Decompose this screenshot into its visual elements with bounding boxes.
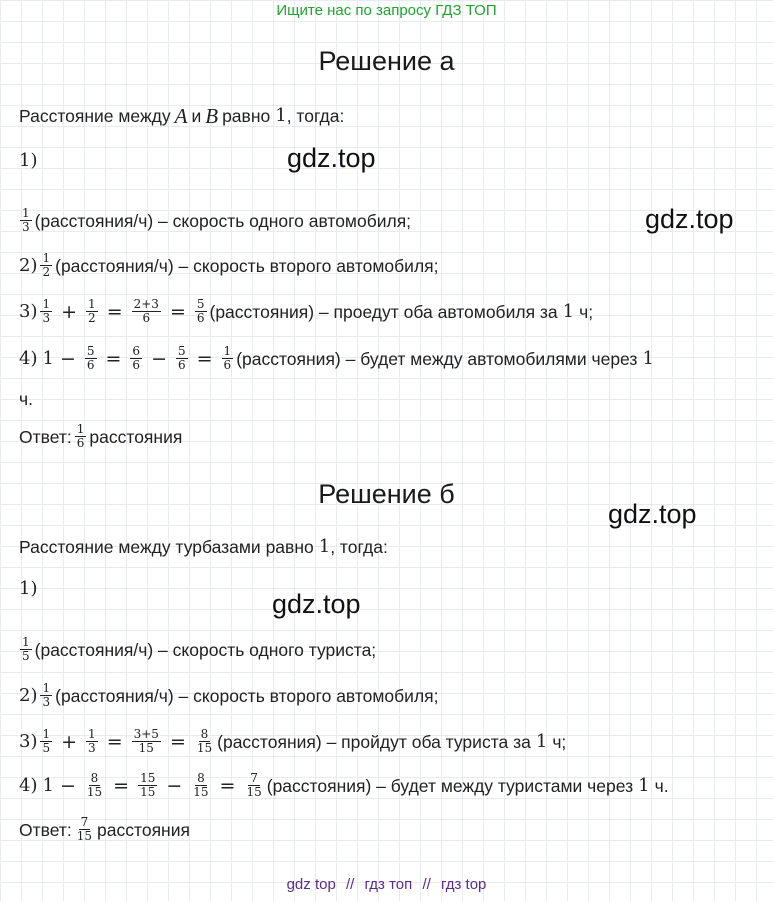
step-text: (расстояния) – будет между туристами через bbox=[266, 775, 634, 796]
fraction: $\frac{8}{15}$ bbox=[193, 771, 209, 799]
intro-line-a bbox=[19, 104, 344, 128]
unit-text: ч. bbox=[19, 389, 33, 409]
step-text: (расстояния/ч) – скорость второго автомобиля; bbox=[55, 255, 439, 276]
step-text: (расстояния/ч) – скорость второго автомобиля; bbox=[55, 685, 439, 706]
fraction: $\frac{1}{3}$ bbox=[42, 681, 51, 709]
fraction: $\frac{8}{15}$ bbox=[196, 727, 213, 755]
fraction: $\frac{1}{6}$ bbox=[223, 344, 232, 372]
number-one: 1 bbox=[642, 347, 654, 369]
step-number: 4) bbox=[19, 774, 38, 796]
number-one: 1 bbox=[42, 774, 54, 796]
footer-links bbox=[0, 876, 773, 893]
unit-text: ч; bbox=[552, 731, 567, 752]
footer-link[interactable]: gdz top bbox=[286, 876, 336, 893]
watermark: gdz.top bbox=[645, 204, 734, 234]
var-a: A bbox=[174, 104, 188, 128]
fraction: $\frac{8}{15}$ bbox=[86, 771, 103, 799]
minus-sign: − bbox=[59, 774, 76, 797]
step-text: (расстояния) – пройдут оба туриста за bbox=[217, 731, 531, 752]
step3-line-b bbox=[19, 728, 566, 755]
intro-and: и bbox=[191, 106, 202, 126]
plus-sign: + bbox=[61, 300, 78, 323]
step2-line-b bbox=[19, 682, 439, 709]
step1-number-b bbox=[19, 577, 37, 601]
footer-link[interactable]: гдз top bbox=[440, 876, 487, 893]
fraction: $\frac{1}{5}$ bbox=[22, 635, 30, 663]
equals-sign: = bbox=[169, 300, 186, 323]
step-text: (расстояния) – проедут оба автомобиля за bbox=[209, 301, 558, 322]
footer-separator: // bbox=[422, 876, 431, 893]
step2-line-a bbox=[19, 252, 439, 279]
fraction: $\frac{5}{6}$ bbox=[177, 344, 186, 372]
fraction: $\frac{1}{2}$ bbox=[88, 297, 96, 325]
unit-text: ч; bbox=[579, 301, 594, 322]
fraction: $\frac{1}{6}$ bbox=[76, 422, 85, 450]
top-banner: Ищите нас по запросу ГДЗ ТОП bbox=[276, 2, 497, 19]
fraction: $\frac{7}{15}$ bbox=[76, 815, 93, 843]
fraction: $\frac{7}{15}$ bbox=[246, 771, 262, 799]
equals-sign: = bbox=[219, 774, 236, 797]
step4-line-b bbox=[19, 772, 669, 799]
step1-line-b bbox=[17, 636, 376, 663]
step-text: (расстояния/ч) – скорость одного туриста; bbox=[34, 639, 377, 660]
step1-line-a bbox=[17, 207, 411, 234]
equals-sign: = bbox=[196, 347, 213, 370]
watermark: gdz.top bbox=[272, 589, 361, 619]
step-number: 1) bbox=[19, 150, 38, 171]
intro-line-b bbox=[19, 535, 388, 559]
intro-one: 1 bbox=[275, 105, 287, 126]
equals-sign: = bbox=[105, 347, 122, 370]
intro-one: 1 bbox=[318, 536, 331, 557]
fraction: $\frac{1}{3}$ bbox=[22, 206, 30, 234]
answer-label: Ответ: bbox=[19, 426, 72, 447]
heading-part-a: Решение а bbox=[318, 46, 455, 76]
number-one: 1 bbox=[562, 300, 575, 322]
step-number: 2) bbox=[19, 254, 38, 276]
minus-sign: − bbox=[166, 774, 183, 797]
equals-sign: = bbox=[113, 774, 130, 797]
fraction: $\frac{2+3}{6}$ bbox=[133, 297, 159, 325]
plus-sign: + bbox=[61, 730, 78, 753]
number-one: 1 bbox=[42, 347, 54, 369]
equals-sign: = bbox=[169, 730, 186, 753]
intro-middle: равно bbox=[222, 106, 271, 126]
step4-continuation-a bbox=[19, 387, 33, 411]
fraction: $\frac{6}{6}$ bbox=[132, 344, 141, 372]
step4-line-a bbox=[19, 345, 654, 372]
number-one: 1 bbox=[638, 774, 650, 796]
watermark: gdz.top bbox=[608, 499, 697, 529]
answer-line-b bbox=[19, 816, 190, 843]
answer-text: расстояния bbox=[97, 819, 190, 840]
fraction: $\frac{1}{3}$ bbox=[42, 297, 51, 325]
fraction: $\frac{1}{3}$ bbox=[88, 727, 96, 755]
step3-line-a bbox=[19, 298, 593, 325]
step-text: (расстояния/ч) – скорость одного автомобиля; bbox=[34, 210, 412, 231]
step1-number-a bbox=[19, 149, 37, 173]
answer-text: расстояния bbox=[89, 426, 183, 447]
step-number: 3) bbox=[19, 300, 38, 322]
intro-text: Расстояние между bbox=[19, 106, 171, 126]
fraction: $\frac{3+5}{15}$ bbox=[133, 727, 159, 755]
intro-text: Расстояние между турбазами равно bbox=[19, 537, 314, 557]
watermark: gdz.top bbox=[287, 143, 376, 173]
footer-link[interactable]: гдз топ bbox=[364, 876, 413, 893]
answer-label: Ответ: bbox=[19, 819, 72, 840]
step-number: 4) bbox=[19, 347, 38, 369]
fraction: $\frac{1}{2}$ bbox=[42, 251, 51, 279]
step-number: 3) bbox=[19, 730, 38, 752]
fraction: $\frac{15}{15}$ bbox=[140, 771, 156, 799]
fraction: $\frac{1}{5}$ bbox=[42, 727, 51, 755]
step-text: (расстояния) – будет между автомобилями через bbox=[236, 348, 638, 369]
equals-sign: = bbox=[106, 300, 123, 323]
footer-separator: // bbox=[345, 876, 355, 893]
minus-sign: − bbox=[59, 347, 76, 370]
minus-sign: − bbox=[151, 347, 167, 370]
step-number: 2) bbox=[19, 684, 38, 706]
number-one: 1 bbox=[535, 730, 548, 752]
intro-after: , тогда: bbox=[330, 537, 388, 557]
intro-after: , тогда: bbox=[286, 106, 345, 126]
fraction: $\frac{5}{6}$ bbox=[86, 344, 95, 372]
var-b: B bbox=[205, 104, 219, 128]
fraction: $\frac{5}{6}$ bbox=[196, 297, 205, 325]
heading-part-b: Решение б bbox=[318, 479, 455, 509]
unit-text: ч. bbox=[654, 775, 669, 796]
answer-line-a bbox=[19, 423, 182, 450]
step-number: 1) bbox=[19, 578, 38, 599]
equals-sign: = bbox=[106, 730, 123, 753]
